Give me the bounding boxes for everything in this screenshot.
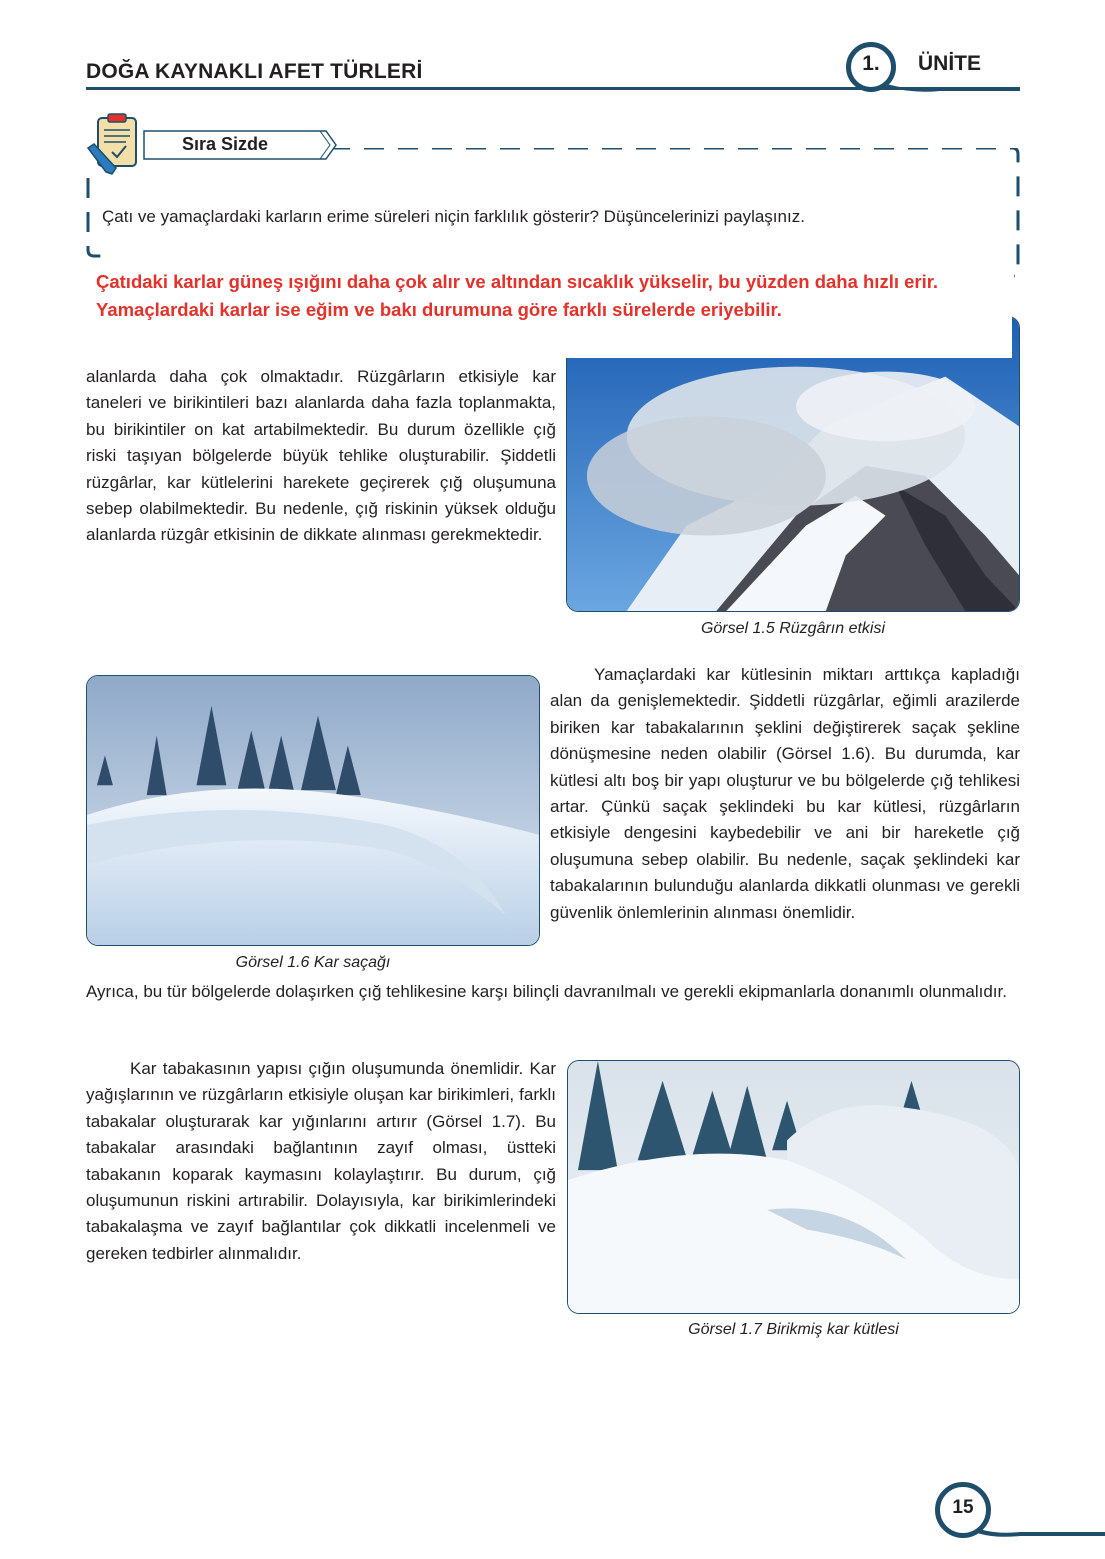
unit-swoosh bbox=[880, 80, 1020, 92]
photo-wind-effect bbox=[566, 316, 1020, 612]
unit-label: ÜNİTE bbox=[918, 52, 981, 75]
photo-snow-cornice bbox=[86, 675, 540, 946]
clipboard-pencil-icon bbox=[86, 112, 142, 176]
activity-answer: Çatıdaki karlar güneş ışığını daha çok alır ve altından sıcaklık yükselir, bu yüzden daha hızlı erir. Yamaçlardaki karlar ise eğim ve bakı durumuna göre farklı sürelerde eriyebilir. bbox=[96, 271, 939, 320]
unit-number: 1. bbox=[862, 52, 880, 75]
photo-accumulated-snow bbox=[567, 1060, 1020, 1314]
page-number: 15 bbox=[952, 1497, 974, 1518]
figure-caption-1: Görsel 1.5 Rüzgârın etkisi bbox=[700, 620, 886, 637]
paragraph-cornice: Yamaçlardaki kar kütlesinin miktarı arttıkça kapladığı alan da genişlemektedir. Şiddetli rüzgârlar, eğimli arazilerde biriken kar tabakalarının şeklini değiştirerek saçak şekline dönüşmesine neden olabilir (Görsel 1.6). Bu durumda, kar kütlesi altı boş bir yapı oluşturur ve bu bölgelerde çığ tehlikesi artar. Çünkü saçak şeklindeki bu kar kütlesi, rüzgârların etkisiyle dengesini kaybedebilir ve ani bir hareketle çığ oluşumuna sebep olabilir. Bu nedenle, saçak şeklindeki kar tabakalarının bulunduğu alanlarda dikkatli olunması ve gerekli güvenlik önlemlerinin alınması önemlidir. bbox=[550, 665, 1020, 922]
activity-question: Çatı ve yamaçlardaki karların erime süreleri niçin farklılık gösterir? Düşüncelerinizi paylaşınız. bbox=[102, 207, 805, 226]
figure-caption-2: Görsel 1.6 Kar saçağı bbox=[235, 954, 391, 971]
paragraph-wind: alanlarda daha çok olmaktadır. Rüzgârların etkisiyle kar taneleri ve birikintileri bazı alanlarda daha fazla toplanmakta, bu birikintiler on kat artabilmektedir. Bu durum özellikle çığ riski taşıyan bölgelerde büyük tehlike oluşturabilir. Şiddetli rüzgârlar, kar kütlelerini harekete geçirerek çığ oluşumuna sebep olabilmektedir. Bu nedenle, çığ riskinin yüksek olduğu alanlarda rüzgâr etkisinin de dikkate alınması gerekmektedir. bbox=[86, 367, 556, 545]
paragraph-equipment: Ayrıca, bu tür bölgelerde dolaşırken çığ tehlikesine karşı bilinçli davranılmalı ve gerekli ekipmanlarla donanımlı olunmalıdır. bbox=[86, 982, 1007, 1001]
activity-label: Sıra Sizde bbox=[181, 134, 269, 154]
paragraph-layers: Kar tabakasının yapısı çığın oluşumunda önemlidir. Kar yağışlarının ve rüzgârların etkisiyle oluşan kar birikimleri, farklı tabakalar oluşturarak kar yığınlarını artırır (Görsel 1.7). Bu tabakalar arasındaki bağlantının zayıf olması, üstteki tabakanın koparak kaymasını kolaylaştırır. Bu durum, çığ oluşumunun riskini artırabilir. Dolayısıyla, kar birikimlerindeki tabakalaşma ve zayıf bağlantılar çok dikkatli incelenmeli ve gereken tedbirler alınmalıdır. bbox=[86, 1059, 556, 1263]
figure-caption-3: Görsel 1.7 Birikmiş kar kütlesi bbox=[688, 1321, 899, 1338]
chapter-title: DOĞA KAYNAKLI AFET TÜRLERİ bbox=[86, 60, 423, 83]
